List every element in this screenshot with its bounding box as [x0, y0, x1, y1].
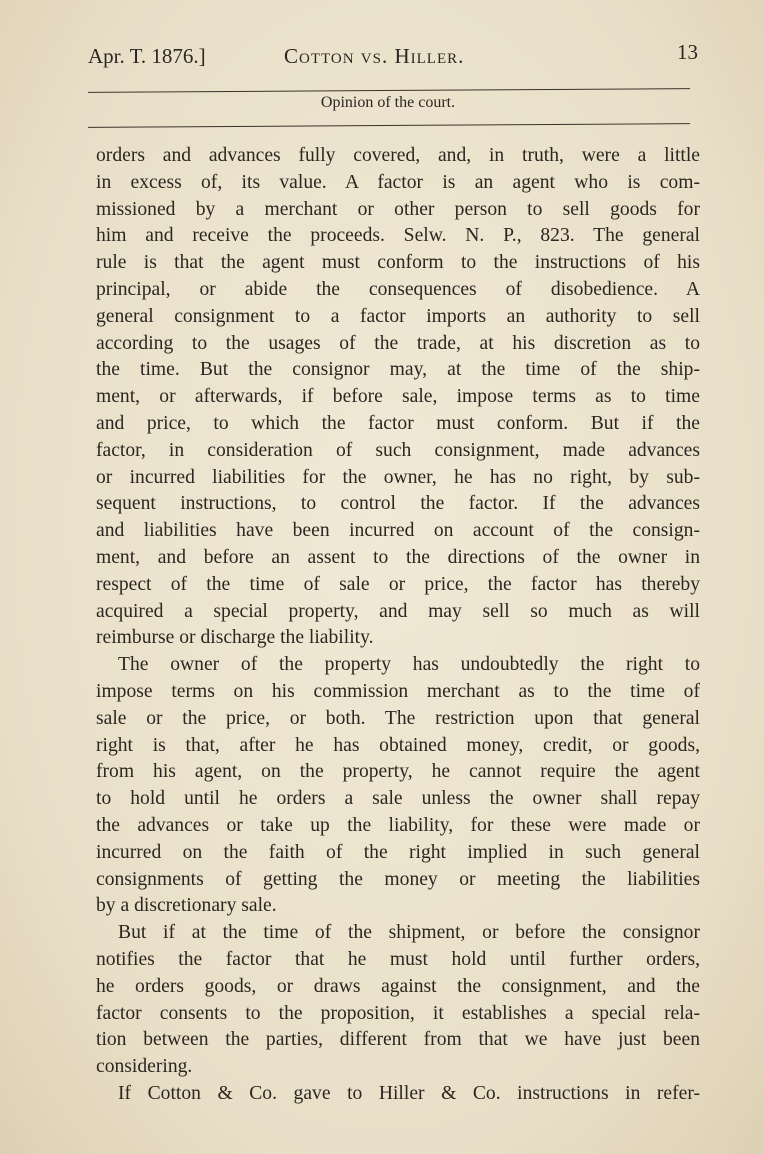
running-header: [88, 40, 698, 74]
text-line: incurred on the faith of the right implied in such general: [96, 841, 700, 863]
text-line: general consignment to a factor imports an authority to sell: [96, 305, 700, 327]
text-line: he orders goods, or draws against the consignment, and the: [96, 975, 700, 997]
section-subheader: Opinion of the court.: [320, 94, 456, 111]
case-title: Cotton vs. Hiller.: [284, 44, 465, 68]
text-line: principal, or abide the consequences of disobedience. A: [96, 278, 700, 300]
text-line: factor, in consideration of such consignment, made advances: [96, 439, 700, 461]
text-line: reimburse or discharge the liability.: [96, 627, 374, 649]
text-line: right is that, after he has obtained money, credit, or goods,: [96, 734, 700, 756]
text-line: If Cotton & Co. gave to Hiller & Co. instructions in refer-: [118, 1082, 700, 1104]
text-line: impose terms on his commission merchant as to the time of: [96, 680, 700, 702]
header-rule-bottom: [88, 123, 690, 128]
text-line: notifies the factor that he must hold until further orders,: [96, 948, 700, 970]
text-line: according to the usages of the trade, at his discretion as to: [96, 332, 700, 354]
text-line: the advances or take up the liability, for these were made or: [96, 814, 700, 836]
text-line: or incurred liabilities for the owner, he has no right, by sub-: [96, 466, 700, 488]
text-line: sale or the price, or both. The restriction upon that general: [96, 707, 700, 729]
text-line: respect of the time of sale or price, the factor has thereby: [96, 573, 700, 595]
text-line: ment, or afterwards, if before sale, impose terms as to time: [96, 386, 700, 408]
text-line: tion between the parties, different from that we have just been: [96, 1029, 700, 1051]
text-line: from his agent, on the property, he cannot require the agent: [96, 761, 700, 783]
text-line: and liabilities have been incurred on account of the consign-: [96, 520, 700, 542]
text-line: rule is that the agent must conform to the instructions of his: [96, 252, 700, 274]
text-line: acquired a special property, and may sell so much as will: [96, 600, 700, 622]
text-line: consignments of getting the money or meeting the liabilities: [96, 868, 700, 890]
text-line: orders and advances fully covered, and, in truth, were a little: [96, 145, 700, 166]
text-line: to hold until he orders a sale unless the owner shall repay: [96, 788, 700, 810]
text-line: ment, and before an assent to the directions of the owner in: [96, 546, 700, 568]
text-line: considering.: [96, 1056, 193, 1078]
opinion-text: [96, 143, 700, 1108]
text-line: by a discretionary sale.: [96, 895, 277, 917]
text-line: missioned by a merchant or other person to sell goods for: [96, 198, 700, 220]
text-line: in excess of, its value. A factor is an agent who is com-: [96, 171, 700, 193]
text-line: But if at the time of the shipment, or before the consignor: [118, 922, 700, 944]
header-rule-top: [88, 88, 690, 93]
text-line: the time. But the consignor may, at the time of the ship-: [96, 359, 700, 381]
text-line: factor consents to the proposition, it establishes a special rela-: [96, 1002, 700, 1024]
text-line: and price, to which the factor must conform. But if the: [96, 412, 700, 434]
text-line: The owner of the property has undoubtedly the right to: [118, 654, 700, 676]
text-line: sequent instructions, to control the factor. If the advances: [96, 493, 700, 515]
term-label: Apr. T. 1876.]: [88, 44, 206, 68]
page-number: 13: [677, 40, 698, 64]
text-line: him and receive the proceeds. Selw. N. P., 823. The general: [96, 225, 700, 247]
